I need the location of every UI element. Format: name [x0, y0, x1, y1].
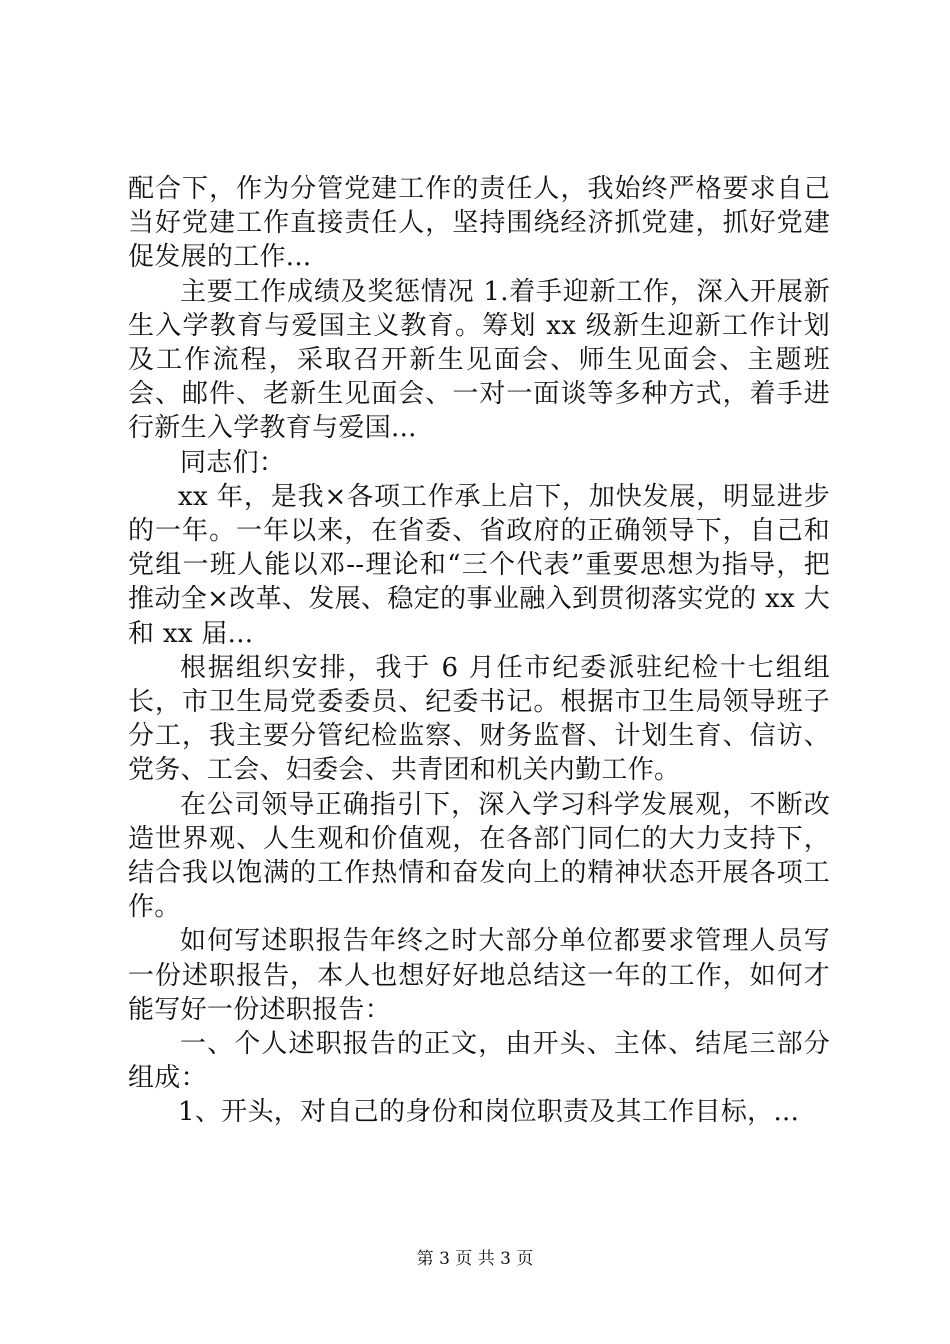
paragraph-3: 同志们：: [180, 447, 286, 478]
document-body: [128, 172, 830, 1130]
paragraph-7: 如何写述职报告年终之时大部分单位都要求管理人员写一份述职报告，本人也想好好地总结这一年的工作，如何才能写好一份述职报告：: [128, 926, 830, 1025]
paragraph-8: 一、个人述职报告的正文，由开头、主体、结尾三部分组成：: [128, 1029, 830, 1094]
paragraph-9: 1、开头，对自己的身份和岗位职责及其工作目标，...: [178, 1097, 800, 1128]
paragraph-1: 配合下，作为分管党建工作的责任人，我始终严格要求自己当好党建工作直接责任人，坚持围绕经济抓党建，抓好党建促发展的工作...: [128, 174, 830, 273]
paragraph-4: xx 年，是我×各项工作承上启下，加快发展，明显进步的一年。一年以来，在省委、省政府的正确领导下，自己和党组一班人能以邓--理论和“三个代表”重要思想为指导，把推动全×改革、发展、稳定的事业融入到贯彻落实党的 xx 大和 xx 届...: [128, 481, 830, 649]
paragraph-5: 根据组织安排，我于 6 月任市纪委派驻纪检十七组组长，市卫生局党委委员、纪委书记。根据市卫生局领导班子分工，我主要分管纪检监察、财务监督、计划生育、信访、党务、工会、妇委会、共青团和机关内勤工作。: [128, 652, 830, 786]
page-footer: 第 3 页 共 3 页: [416, 1249, 534, 1269]
paragraph-6: 在公司领导正确指引下，深入学习科学发展观，不断改造世界观、人生观和价值观，在各部门同仁的大力支持下，结合我以饱满的工作热情和奋发向上的精神状态开展各项工作。: [128, 789, 830, 923]
paragraph-2: 主要工作成绩及奖惩情况 1.着手迎新工作，深入开展新生入学教育与爱国主义教育。筹划 xx 级新生迎新工作计划及工作流程，采取召开新生见面会、师生见面会、主题班会、邮件、老新生见面会、一对一面谈等多种方式，着手进行新生入学教育与爱国...: [128, 276, 830, 444]
